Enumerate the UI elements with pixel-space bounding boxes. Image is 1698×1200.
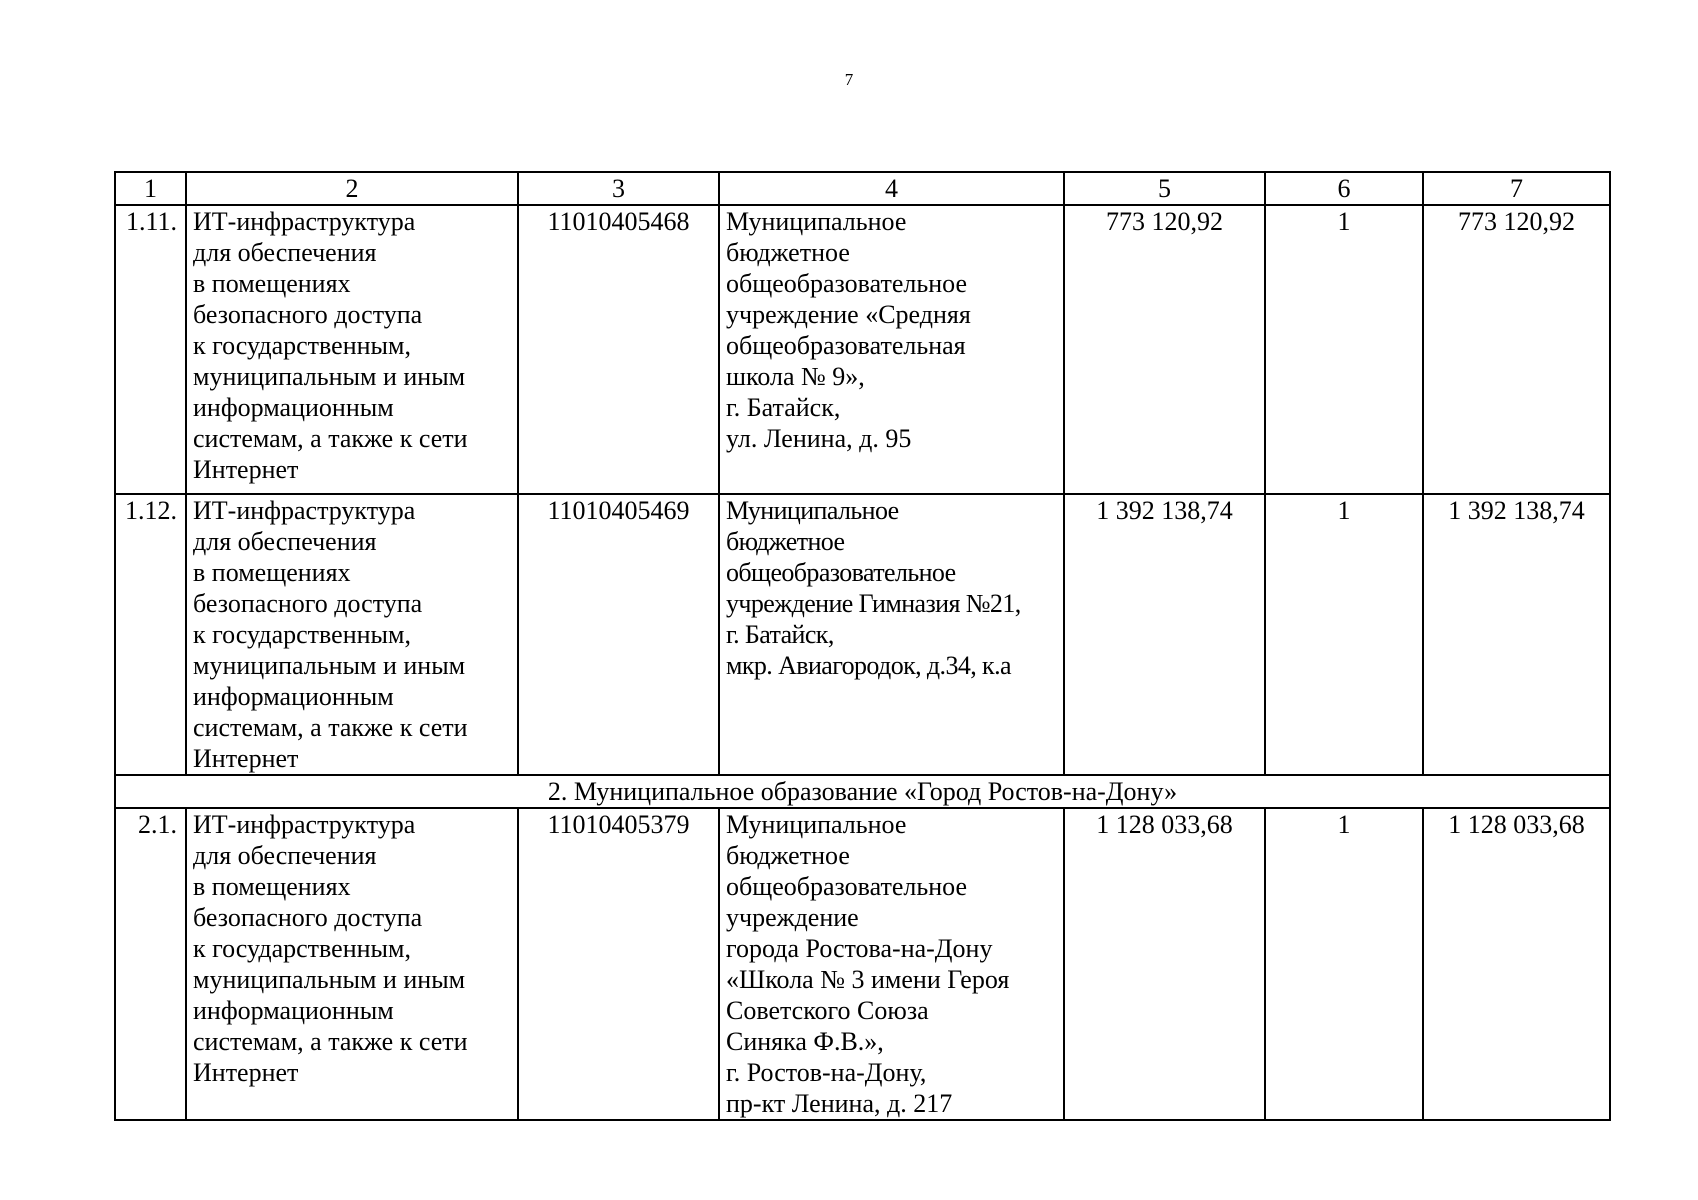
row-number: 2.1. xyxy=(115,808,186,1120)
column-header: 5 xyxy=(1064,172,1265,205)
item-description: ИТ-инфраструктура для обеспечения в помещениях безопасного доступа к государственным, муниципальным и иным информационным системам, а также к сети Интернет xyxy=(186,808,518,1120)
column-header: 4 xyxy=(719,172,1064,205)
item-description: ИТ-инфраструктура для обеспечения в помещениях безопасного доступа к государственным, муниципальным и иным информационным системам, а также к сети Интернет xyxy=(186,494,518,775)
column-header: 6 xyxy=(1265,172,1423,205)
column-header: 2 xyxy=(186,172,518,205)
total-amount: 1 128 033,68 xyxy=(1423,808,1610,1120)
table-row xyxy=(115,494,1610,775)
item-code: 11010405468 xyxy=(518,205,719,494)
total-amount: 773 120,92 xyxy=(1423,205,1610,494)
institution-address: Муниципальное бюджетное общеобразовательное учреждение города Ростова-на-Дону «Школа № 3 имени Героя Советского Союза Синяка Ф.В.», г. Ростов-на-Дону, пр-кт Ленина, д. 217 xyxy=(719,808,1064,1120)
institution-address: Муниципальное бюджетное общеобразовательное учреждение Гимназия №21, г. Батайск, мкр. Авиагородок, д.34, к.а xyxy=(719,494,1064,775)
equipment-table xyxy=(114,171,1611,1121)
row-number: 1.11. xyxy=(115,205,186,494)
item-code: 11010405379 xyxy=(518,808,719,1120)
quantity: 1 xyxy=(1265,205,1423,494)
section-title: 2. Муниципальное образование «Город Ростов-на-Дону» xyxy=(115,775,1610,808)
table-row xyxy=(115,205,1610,494)
quantity: 1 xyxy=(1265,494,1423,775)
section-row xyxy=(115,775,1610,808)
item-code: 11010405469 xyxy=(518,494,719,775)
table-header-row xyxy=(115,172,1610,205)
unit-price: 1 128 033,68 xyxy=(1064,808,1265,1120)
table-row xyxy=(115,808,1610,1120)
item-description: ИТ-инфраструктура для обеспечения в помещениях безопасного доступа к государственным, муниципальным и иным информационным системам, а также к сети Интернет xyxy=(186,205,518,494)
total-amount: 1 392 138,74 xyxy=(1423,494,1610,775)
unit-price: 1 392 138,74 xyxy=(1064,494,1265,775)
quantity: 1 xyxy=(1265,808,1423,1120)
column-header: 3 xyxy=(518,172,719,205)
row-number: 1.12. xyxy=(115,494,186,775)
institution-address: Муниципальное бюджетное общеобразовательное учреждение «Средняя общеобразовательная школа № 9», г. Батайск, ул. Ленина, д. 95 xyxy=(719,205,1064,494)
page-number: 7 xyxy=(844,70,854,89)
column-header: 1 xyxy=(115,172,186,205)
column-header: 7 xyxy=(1423,172,1610,205)
unit-price: 773 120,92 xyxy=(1064,205,1265,494)
